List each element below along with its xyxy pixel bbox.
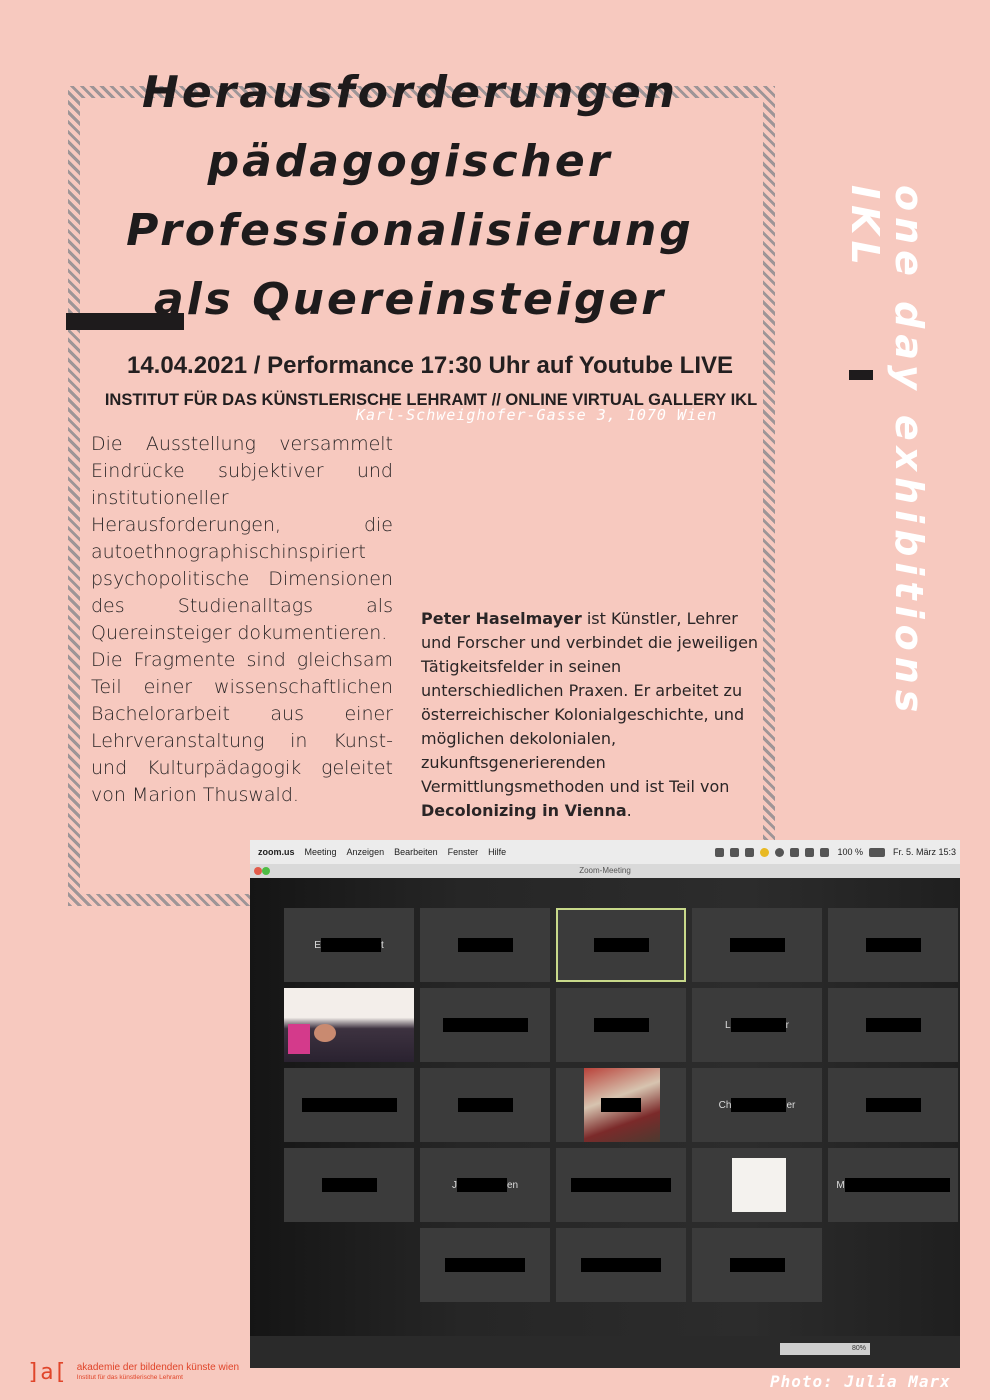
video-icon [730, 848, 739, 857]
redaction-bar [594, 938, 649, 952]
poster-title [80, 58, 740, 334]
logo-line-2: Institut für das künstlerische Lehramt [76, 1374, 183, 1382]
participant-name: r [785, 1019, 789, 1031]
title-line: pädagogischer [207, 136, 613, 187]
participant-name: M [836, 1179, 845, 1191]
series-vertical-text: one day exhibitions IKL [843, 185, 931, 719]
participant-tile [420, 1228, 550, 1302]
description-paragraph-2: Die Fragmente sind gleichsam Teil einer wissenschaftlichen Bachelorarbeit aus einer Lehrveranstaltung in Kunst- und Kulturpädagogik geleitet von Marion Thuswald. [91, 649, 393, 806]
redaction-bar [730, 938, 785, 952]
redaction-bar [845, 1178, 950, 1192]
participant-tile-video [692, 1148, 822, 1222]
redaction-bar [731, 1018, 786, 1032]
menu-item: Anzeigen [346, 847, 385, 857]
participant-tile [284, 908, 414, 982]
title-line: Herausforderungen [142, 67, 678, 118]
video-detail [314, 1024, 336, 1042]
title-line: als Quereinsteiger [154, 274, 666, 325]
battery-icon [869, 848, 885, 857]
redaction-bar [458, 938, 513, 952]
participant-video [732, 1158, 786, 1212]
clock-text: Fr. 5. März 15:3 [892, 847, 956, 857]
participant-tile [828, 1068, 958, 1142]
participant-tile [828, 1148, 958, 1222]
redaction-bar [457, 1178, 507, 1192]
redaction-bar [866, 1018, 921, 1032]
institute-line: INSTITUT FÜR DAS KÜNSTLERISCHE LEHRAMT // ONLINE VIRTUAL GALLERY IKL [104, 391, 758, 409]
zoom-level: 80% [851, 1345, 866, 1352]
redaction-bar [445, 1258, 525, 1272]
participant-tile [828, 908, 958, 982]
description-paragraph-1: Die Ausstellung versammelt Eindrücke subjektiver und institutioneller Herausforderungen, die autoethnographischinspiriert psychopolitische Dimensionen des Studienalltags als Quereinsteiger dokumentieren. [91, 433, 393, 644]
bio-end: . [626, 801, 632, 820]
participant-tile [420, 1068, 550, 1142]
redaction-bar [866, 938, 921, 952]
participant-tile [692, 1228, 822, 1302]
participant-name: L [725, 1019, 731, 1031]
logo-mark: ]a[ [27, 1360, 67, 1385]
logo-line-1: akademie der bildenden künste wien [76, 1362, 240, 1374]
event-date-line: 14.04.2021 / Performance 17:30 Uhr auf Youtube LIVE [126, 352, 734, 379]
participant-name: Ch [718, 1099, 732, 1111]
title-line: Professionalisierung [126, 205, 694, 256]
redaction-bar [443, 1018, 528, 1032]
window-maximize-icon [262, 867, 270, 875]
participant-tile [284, 1068, 414, 1142]
window-title: Zoom-Meeting [579, 866, 631, 875]
window-close-icon [254, 867, 262, 875]
status-area [709, 847, 956, 857]
participant-name: t [380, 939, 384, 951]
participant-tile [420, 1148, 550, 1222]
zoom-bottom-bar [250, 1336, 960, 1368]
mac-menu-bar [250, 840, 960, 864]
video-detail [288, 1024, 310, 1054]
participant-name: J [451, 1179, 457, 1191]
clock-icon [775, 848, 784, 857]
bio-text: ist Künstler, Lehrer und Forscher und verbindet die jeweiligen Tätigkeitsfelder in seinen unterschiedlichen Praxen. Er arbeitet zu österreichischer Kolonialgeschichte, und möglichen dekolonialen, zukunftsgenerierenden Vermittlungsmethoden und ist Teil von [421, 609, 759, 796]
artist-bio [421, 607, 766, 823]
battery-level: 100 % [837, 847, 863, 857]
menu-item: Meeting [304, 847, 337, 857]
app-name: zoom.us [258, 847, 295, 857]
photo-credit: Photo: Julia Marx [770, 1372, 951, 1391]
participant-tile-video [556, 1068, 686, 1142]
redaction-bar [866, 1098, 921, 1112]
zoom-level-control [780, 1343, 870, 1355]
participant-name: E [314, 939, 321, 951]
zoom-meeting-photo [250, 840, 960, 1368]
cloud-icon [745, 848, 754, 857]
redaction-bar [601, 1098, 641, 1112]
participant-tile [420, 988, 550, 1062]
participant-tile [284, 1148, 414, 1222]
zoom-window-titlebar [250, 864, 960, 878]
dropbox-icon [715, 848, 724, 857]
menu-item: Hilfe [488, 847, 507, 857]
participant-tile [556, 1228, 686, 1302]
bluetooth-icon [790, 848, 799, 857]
exhibition-description [91, 431, 393, 809]
participant-tile [556, 988, 686, 1062]
redaction-bar [322, 1178, 377, 1192]
participant-name: er [786, 1099, 796, 1111]
volume-icon [820, 848, 829, 857]
redaction-bar [594, 1018, 649, 1032]
artist-name: Peter Haselmayer [421, 609, 582, 628]
menu-item: Bearbeiten [394, 847, 438, 857]
bio-organization: Decolonizing in Vienna [421, 801, 627, 820]
redaction-bar [731, 1098, 786, 1112]
redaction-bar [571, 1178, 671, 1192]
user-icon [760, 848, 769, 857]
participant-tile [556, 1148, 686, 1222]
participant-tile [692, 908, 822, 982]
academy-logo [27, 1360, 239, 1385]
redaction-bar [581, 1258, 661, 1272]
participant-grid [250, 878, 960, 1336]
participant-tile [828, 988, 958, 1062]
participant-tile [692, 1068, 822, 1142]
address: Karl-Schweighofer-Gasse 3, 1070 Wien [356, 406, 718, 424]
redaction-bar [730, 1258, 785, 1272]
participant-name: en [506, 1179, 519, 1191]
redaction-bar [458, 1098, 513, 1112]
vertical-text-dash [849, 370, 873, 380]
participant-tile [420, 908, 550, 982]
menu-item: Fenster [447, 847, 479, 857]
logo-text [77, 1363, 239, 1382]
participant-tile-active-speaker [556, 908, 686, 982]
participant-tile [692, 988, 822, 1062]
wifi-icon [805, 848, 814, 857]
redaction-bar [302, 1098, 397, 1112]
participant-tile-video [284, 988, 414, 1062]
redaction-bar [321, 938, 381, 952]
